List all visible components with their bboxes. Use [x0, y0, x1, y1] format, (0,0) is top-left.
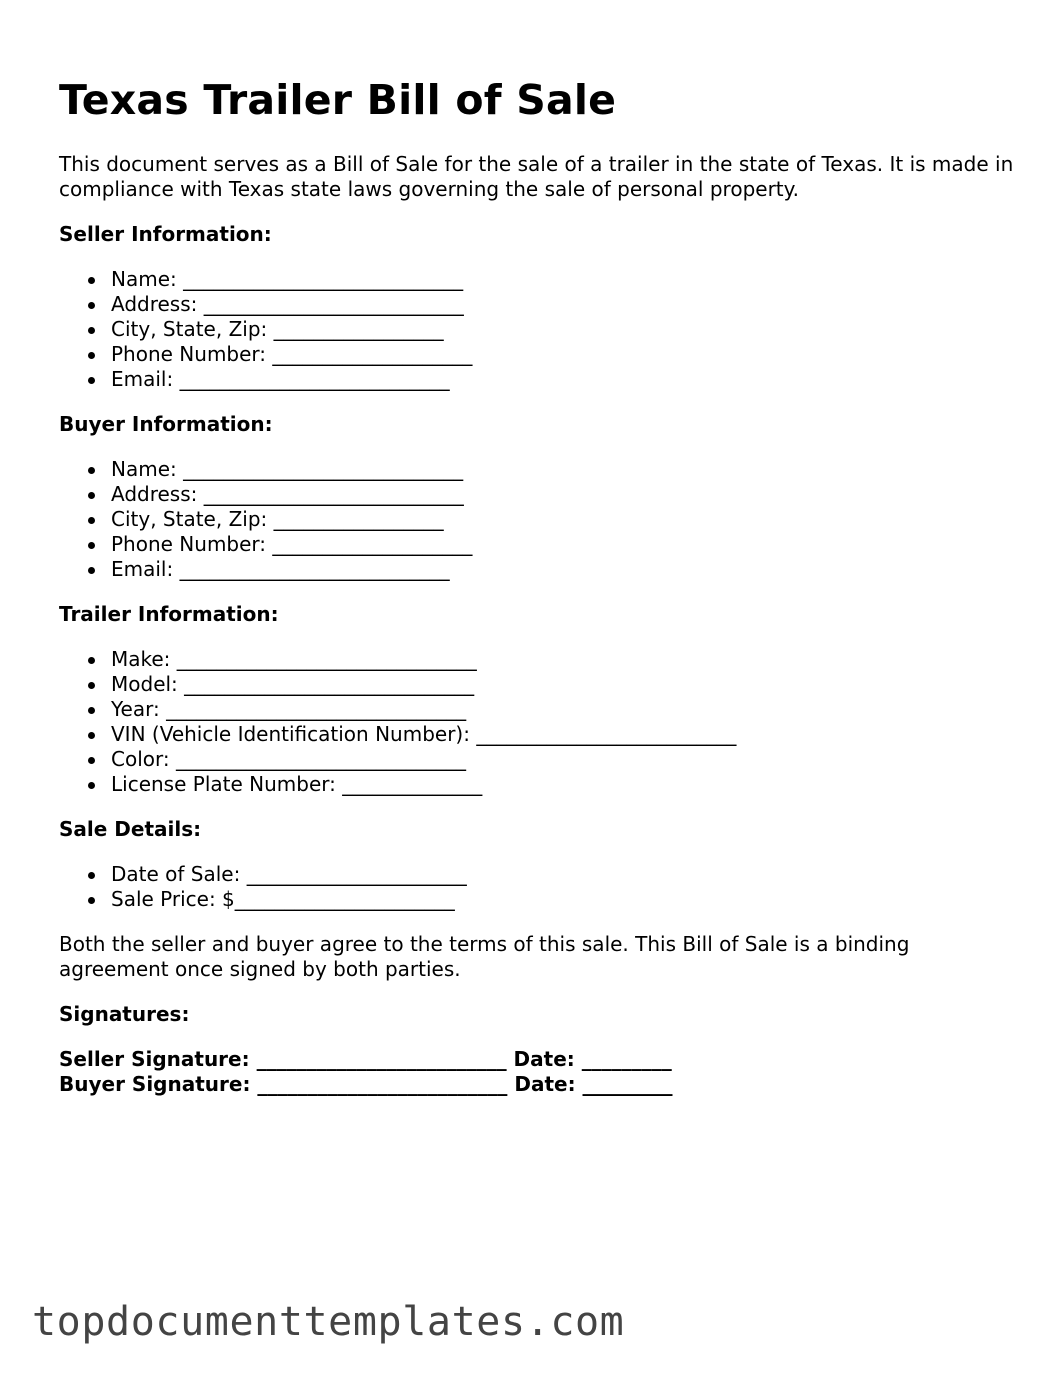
buyer-email-field: Email: ___________________________ — [111, 557, 1019, 582]
sale-price-field: Sale Price: $______________________ — [111, 887, 1019, 912]
buyer-name-field: Name: ____________________________ — [111, 457, 1019, 482]
seller-email-field: Email: ___________________________ — [111, 367, 1019, 392]
trailer-make-field: Make: ______________________________ — [111, 647, 1019, 672]
buyer-list — [59, 457, 1019, 582]
seller-phone-field: Phone Number: ____________________ — [111, 342, 1019, 367]
buyer-phone-field: Phone Number: ____________________ — [111, 532, 1019, 557]
trailer-heading: Trailer Information: — [59, 602, 279, 626]
seller-list — [59, 267, 1019, 392]
trailer-color-field: Color: _____________________________ — [111, 747, 1019, 772]
seller-signature-line: Seller Signature: _________________________ Date: _________ — [59, 1047, 672, 1071]
trailer-license-plate-field: License Plate Number: ______________ — [111, 772, 1019, 797]
seller-city-state-zip-field: City, State, Zip: _________________ — [111, 317, 1019, 342]
seller-heading: Seller Information: — [59, 222, 272, 246]
agreement-paragraph: Both the seller and buyer agree to the terms of this sale. This Bill of Sale is a binding agreement once signed by both parties. — [59, 932, 910, 981]
document-page — [59, 72, 1019, 1097]
buyer-city-state-zip-field: City, State, Zip: _________________ — [111, 507, 1019, 532]
trailer-model-field: Model: _____________________________ — [111, 672, 1019, 697]
trailer-vin-field: VIN (Vehicle Identification Number): __________________________ — [111, 722, 1019, 747]
sale-details-heading: Sale Details: — [59, 817, 202, 841]
trailer-year-field: Year: ______________________________ — [111, 697, 1019, 722]
buyer-heading: Buyer Information: — [59, 412, 273, 436]
intro-paragraph: This document serves as a Bill of Sale for the sale of a trailer in the state of Texas. It is made in compliance with Texas state laws governing the sale of personal property. — [59, 152, 1014, 201]
buyer-signature-line: Buyer Signature: _________________________ Date: _________ — [59, 1072, 673, 1096]
seller-address-field: Address: __________________________ — [111, 292, 1019, 317]
signatures-heading: Signatures: — [59, 1002, 190, 1026]
trailer-list — [59, 647, 1019, 797]
watermark-text: topdocumenttemplates.com — [32, 1299, 625, 1345]
seller-name-field: Name: ____________________________ — [111, 267, 1019, 292]
date-of-sale-field: Date of Sale: ______________________ — [111, 862, 1019, 887]
buyer-address-field: Address: __________________________ — [111, 482, 1019, 507]
sale-details-list — [59, 862, 1019, 912]
page-title: Texas Trailer Bill of Sale — [59, 76, 617, 124]
